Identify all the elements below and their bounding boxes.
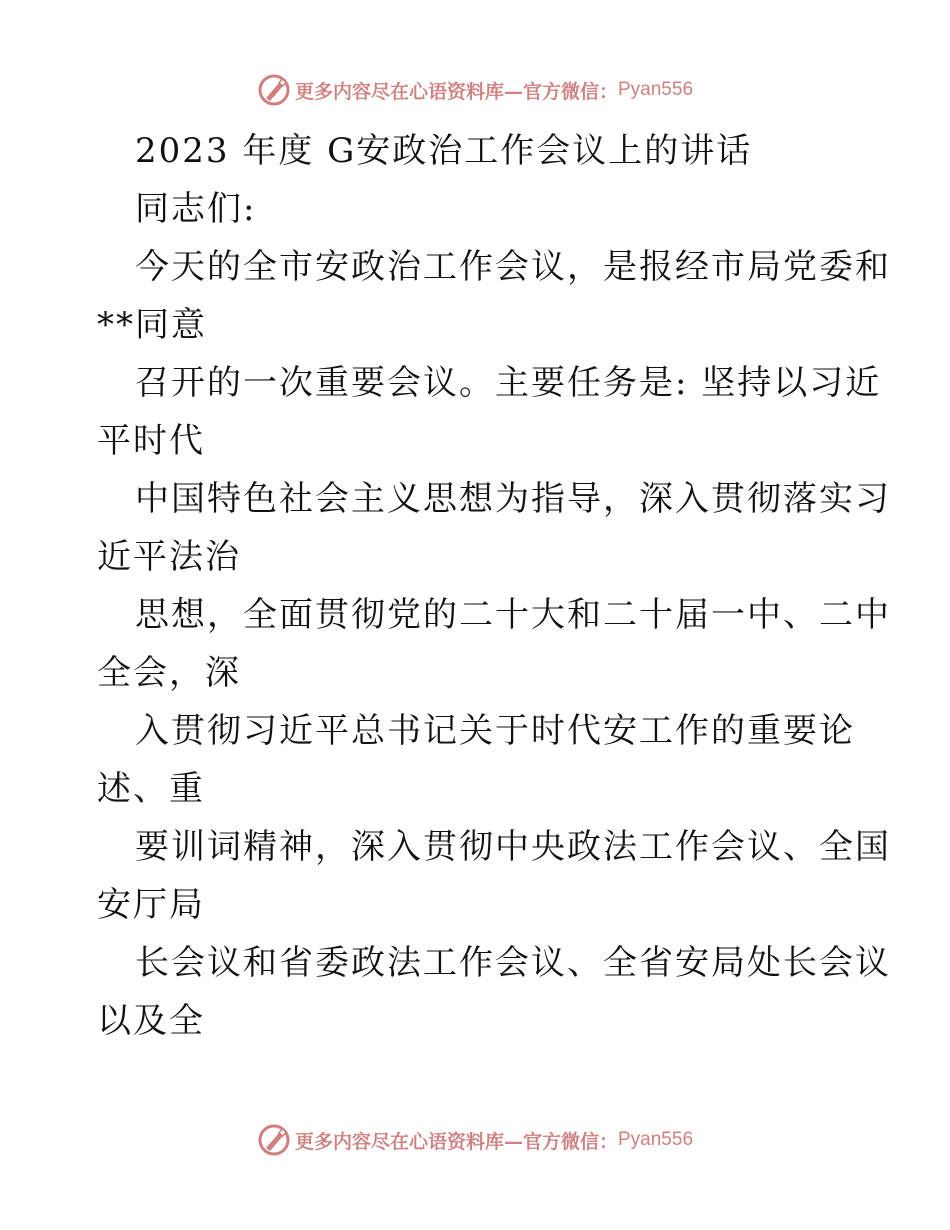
- paragraph-line: 长会议和省委政法工作会议、全省安局处长会议: [135, 943, 891, 983]
- watermark-id: Pyan556: [618, 1129, 694, 1150]
- paragraph-line: 安厅局: [97, 885, 205, 925]
- document-title: 2023 年度 G安政治工作会议上的讲话: [135, 131, 753, 171]
- paragraph-line: **同意: [97, 305, 207, 345]
- paragraph-line: 召开的一次重要会议。主要任务是: 坚持以习近: [135, 363, 882, 403]
- salutation: 同志们:: [135, 189, 257, 229]
- paragraph-line: 入贯彻习近平总书记关于时代安工作的重要论: [135, 711, 855, 751]
- watermark-id: Pyan556: [618, 79, 694, 100]
- paragraph-line: 要训词精神，深入贯彻中央政法工作会议、全国: [135, 827, 891, 867]
- paragraph-line: 平时代: [97, 421, 205, 461]
- paragraph-line: 述、重: [97, 769, 205, 809]
- pen-logo-icon: [257, 1123, 291, 1157]
- footer-watermark: [0, 1120, 950, 1160]
- paragraph-line: 全会，深: [97, 653, 241, 693]
- watermark-text: 更多内容尽在心语资料库—官方微信：: [294, 1130, 618, 1153]
- paragraph-line: 以及全: [97, 1001, 205, 1041]
- header-watermark: [0, 70, 950, 110]
- watermark-text: 更多内容尽在心语资料库—官方微信：: [294, 80, 618, 103]
- paragraph-line: 思想，全面贯彻党的二十大和二十届一中、二中: [135, 595, 891, 635]
- document-body: [97, 122, 891, 1050]
- paragraph-line: 今天的全市安政治工作会议，是报经市局党委和: [135, 247, 891, 287]
- paragraph-line: 近平法治: [97, 537, 241, 577]
- paragraph-line: 中国特色社会主义思想为指导，深入贯彻落实习: [135, 479, 891, 519]
- pen-logo-icon: [257, 73, 291, 107]
